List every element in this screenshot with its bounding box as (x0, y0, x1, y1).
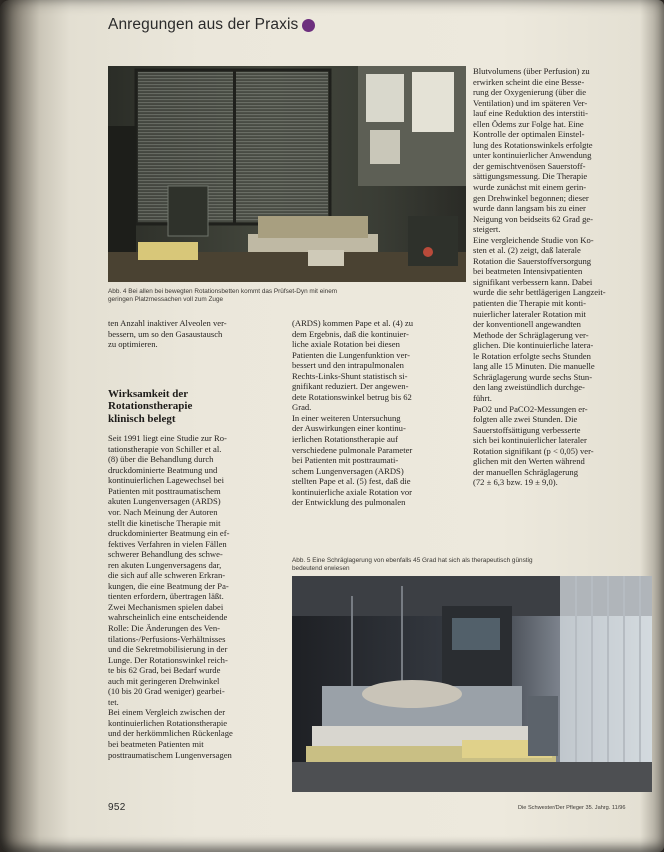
text-line: le Rotation erfolgte sechs Stunden (473, 350, 591, 361)
text-line: ten Anzahl inaktiver Alveolen ver- (108, 318, 227, 328)
text-line: folgten alle zwei Stunden. Die (473, 414, 578, 425)
text-line: sich bei kontinuierlicher lateraler (473, 435, 587, 446)
text-line: der Auswirkungen einer kontinu- (292, 423, 406, 434)
text-line: druckdominierter Beatmung ein ef- (108, 528, 230, 539)
text-line: verschiedene pulmonale Parameter (292, 444, 413, 455)
figure-1-caption (108, 288, 466, 304)
text-line: unter kontinuierlicher Anwendung (473, 150, 592, 161)
text-line: bessert und den intrapulmonalen (292, 360, 404, 371)
text-line: und die Sekretmobilisierung in der (108, 644, 228, 655)
text-line: ellen Ödems zur Folge hat. Eine (473, 118, 584, 129)
text-line: Rolle: Die Änderungen des Ven- (108, 622, 221, 633)
text-line: die sich auf alle schweren Erkran- (108, 570, 226, 581)
text-line: stellten Pape et al. (5) fest, daß die (292, 476, 411, 487)
text-line: Schräglagerung wurde sechs Stun- (473, 371, 593, 382)
text-line: patienten die Therapie mit konti- (473, 298, 586, 309)
text-line: Zwei Mechanismen spielen dabei (108, 601, 224, 612)
section-header: Anregungen aus der Praxis (108, 16, 299, 33)
text-line: Sauerstoffsättigung verbesserte (473, 424, 581, 435)
journal-footer: Die Schwester/Der Pfleger 35. Jahrg. 11/96 (518, 805, 626, 811)
text-line: erwirken scheint die eine Besse- (473, 76, 585, 87)
text-line: Rotation die Sauerstoffversorgung (473, 255, 592, 266)
text-line: der manuellen Schräglagerung (473, 466, 578, 477)
text-column-2 (292, 318, 468, 508)
text-line: kontinuierlichen Rotationstherapie (108, 717, 228, 728)
text-line: bei beatmeten Patienten mit (108, 739, 204, 749)
text-line: kungen, die eine Beatmung der Pa- (108, 580, 229, 591)
text-line: den lang zweistündlich durchge- (473, 382, 585, 393)
text-line: wahrscheinlich eine entscheidende (108, 612, 228, 623)
text-line: wurde dann langsam bis zu einer (473, 203, 586, 214)
text-line: Kontrolle der optimalen Einstel- (473, 129, 585, 140)
text-line: kontinuierliche axiale Rotation vor (292, 486, 413, 497)
text-line: der gemischtvenösen Sauerstoff- (473, 160, 586, 171)
caption-line: bedeutend erwiesen (292, 565, 350, 572)
text-line: wurde die sehr bettlägerigen Langzeit- (473, 287, 606, 298)
text-line: sättigungsmessung. Die Therapie (473, 171, 588, 182)
text-line: der konventionell angewandten (473, 319, 581, 330)
text-line: glichen. Die kontinuierliche latera- (473, 340, 594, 351)
text-line: tienten erfordern, übertragen läßt. (108, 591, 224, 602)
text-line: sten et al. (2) zeigt, daß laterale (473, 245, 581, 256)
text-line: klinisch belegt (108, 412, 176, 425)
text-line: akuten Lungenversagen (ARDS) (108, 496, 221, 507)
text-line: In einer weiteren Untersuchung (292, 412, 401, 423)
text-line: Seit 1991 liegt eine Studie zur Ro- (108, 433, 227, 444)
figure-2-photo (292, 576, 652, 792)
text-line: lang alle 15 Minuten. Die manuelle (473, 361, 595, 372)
text-line: stellt die kinetische Therapie mit (108, 517, 221, 528)
text-line: (72 ± 6,3 bzw. 19 ± 9,0). (473, 477, 558, 488)
text-line: Neigung von beidseits 62 Grad ge- (473, 213, 594, 224)
text-line: glichen mit den Werten während (473, 456, 585, 467)
text-line: tet. (108, 696, 119, 707)
text-line: wurde zunächst mit einem gerin- (473, 182, 587, 193)
text-line: druckdominierte Beatmung und (108, 464, 218, 475)
text-line: Patienten mit posttraumatischem (108, 485, 221, 496)
text-line: tationstherapie von Schiller et al. (108, 443, 222, 454)
text-line: posttraumatischem Lungenversagen (108, 749, 232, 760)
text-line: Blutvolumens (über Perfusion) zu (473, 66, 590, 76)
caption-line: Abb. 4 Bei allen bei bewegten Rotationsbetten kommt das Prüfset-Dyn mit einem (108, 288, 338, 295)
text-line: Grad. (292, 402, 312, 413)
text-line: bei Patienten mit posttraumati- (292, 455, 399, 466)
text-line: liche axiale Rotation bei diesen (292, 339, 400, 350)
text-line: lauf eine Reduktion des interstiti- (473, 108, 589, 119)
text-line: rung der Oxygenierung (über die (473, 87, 587, 98)
text-line: ren akuten Lungenversagens dar, (108, 559, 222, 570)
text-line: (8) über die Behandlung durch (108, 454, 214, 465)
figure-1-photo (108, 66, 466, 282)
text-line: dete Rotationswinkel betrug bis 62 (292, 391, 412, 402)
text-line: tilations-/Perfusions-Verhältnisses (108, 633, 226, 644)
text-line: gnifikant reduziert. Der angewen- (292, 381, 409, 392)
section-header-dot (302, 19, 315, 32)
text-line: Lunge. Der Rotationswinkel reich- (108, 654, 228, 665)
text-line: Rotation signifikant (p < 0,05) ver- (473, 445, 594, 456)
text-line: schem Lungenversagen (ARDS) (292, 465, 404, 476)
text-line: gen Drehwinkel begonnen; dieser (473, 192, 589, 203)
text-line: steigert. (473, 224, 501, 235)
text-line: (10 bis 20 Grad weniger) gearbei- (108, 686, 225, 697)
text-line: dem Ergebnis, daß die kontinuier- (292, 328, 409, 339)
text-line: und der herkömmlichen Rückenlage (108, 728, 233, 739)
text-line: Rotationstherapie (108, 400, 193, 413)
text-line: vor. Nach Meinung der Autoren (108, 506, 218, 517)
text-line: ierlichen Rotationstherapie auf (292, 434, 398, 445)
text-line: Patienten die Lungenfunktion ver- (292, 349, 410, 360)
text-line: PaO2 und PaCO2-Messungen er- (473, 403, 588, 414)
text-line: bessern, um so den Gasaustausch (108, 328, 223, 339)
text-line: nuierlicher lateraler Rotation mit (473, 308, 586, 319)
text-line: Methode der Schräglagerung ver- (473, 329, 589, 340)
text-column-3 (473, 66, 651, 488)
text-line: (ARDS) kommen Pape et al. (4) zu (292, 318, 414, 328)
caption-line: Abb. 5 Eine Schräglagerung von ebenfalls 45 Grad hat sich als therapeutisch günstig (292, 557, 533, 564)
text-line: schwerer Behandlung des schwe- (108, 549, 223, 560)
text-line: Rechts-Links-Shunt statistisch si- (292, 370, 408, 381)
text-line: der Entwicklung des pulmonalen (292, 497, 406, 508)
text-column-1 (108, 318, 284, 760)
text-line: lung des Rotationswinkels erfolgte (473, 139, 593, 150)
figure-2-caption (292, 557, 652, 573)
text-line: Bei einem Vergleich zwischen der (108, 707, 226, 718)
text-line: bei beatmeten Intensivpatienten (473, 266, 583, 277)
text-line: signifikant verbessern kann. Dabei (473, 276, 593, 287)
text-line: zu optimieren. (108, 339, 158, 350)
text-line: fektives Verfahren in vielen Fällen (108, 538, 227, 549)
text-line: te bis 62 Grad, bei Bedarf wurde (108, 665, 221, 676)
text-line: Eine vergleichende Studie von Ko- (473, 234, 594, 245)
page-number: 952 (108, 802, 126, 813)
text-line: führt. (473, 392, 492, 403)
caption-line: geringen Platzmessachen voll zum Zuge (108, 296, 224, 303)
section-heading (108, 388, 284, 426)
text-line: Ventilation) und im späteren Ver- (473, 97, 588, 108)
text-line: auch mit geringeren Drehwinkel (108, 675, 220, 686)
text-line: Wirksamkeit der (108, 387, 189, 400)
text-line: kontinuierlichen Lagewechsel bei (108, 475, 224, 486)
